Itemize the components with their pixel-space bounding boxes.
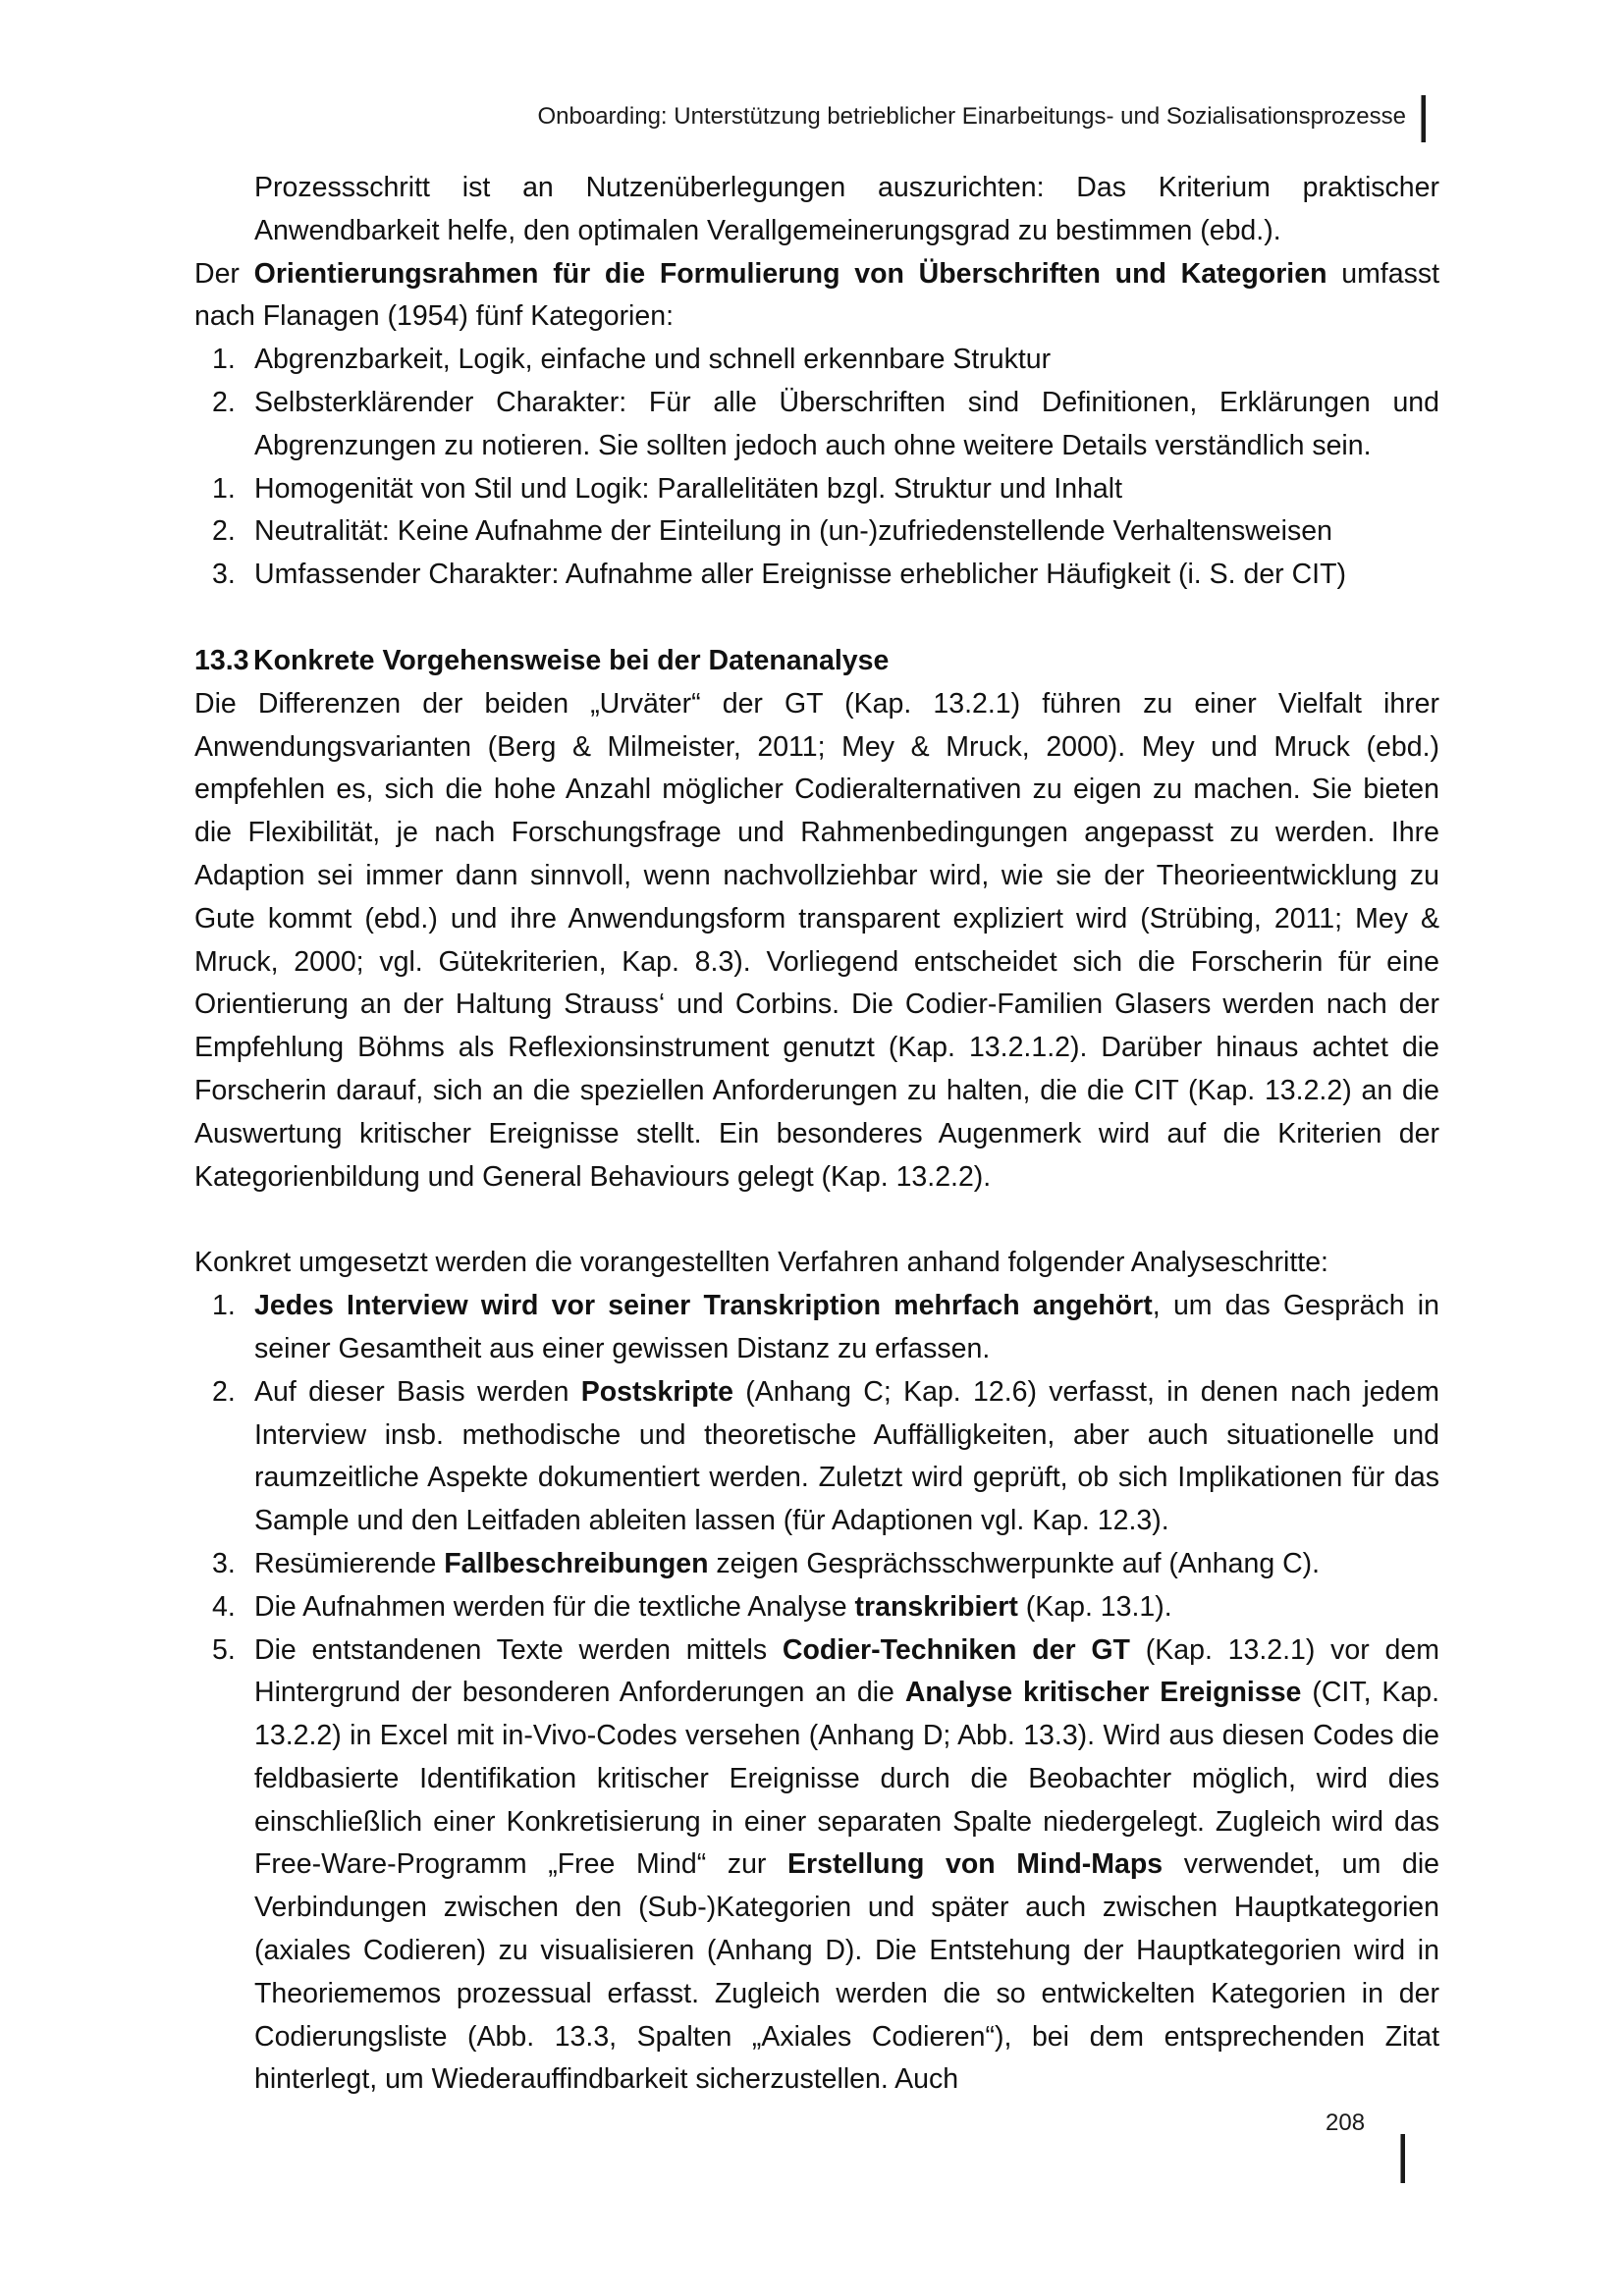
emphasized-term: Codier-Techniken der GT [782,1633,1130,1666]
analysis-step [194,1543,1439,1586]
section-number: 13.3 [194,644,249,676]
text-run: Auf dieser Basis werden [254,1375,581,1408]
emphasized-term: Fallbeschreibungen [444,1547,709,1579]
list-text [254,1629,1439,2103]
emphasized-term: transkribiert [854,1590,1018,1623]
text-run: Die Aufnahmen werden für die textliche Analyse [254,1590,855,1623]
emphasized-term: Jedes Interview wird vor seiner Transkription mehrfach angehört [254,1290,1153,1322]
analysis-step [194,1629,1439,2103]
list-text [254,1285,1439,1371]
list-number: 1. [212,344,236,376]
paragraph-gap [194,1199,1439,1242]
list-text: Neutralität: Keine Aufnahme der Einteilung in (un-)zufriedenstellende Verhaltensweisen [254,515,1332,548]
continuation-paragraph: Prozessschritt ist an Nutzenüberlegungen auszurichten: Das Kriterium praktischer Anwendbarkeit helfe, den optimalen Verallgemeinerungsgrad zu bestimmen (ebd.). [254,172,1439,246]
list-text: Selbsterklärender Charakter: Für alle Überschriften sind Definitionen, Erklärungen und Abgrenzungen zu notieren. Sie sollten jedoch auch ohne weitere Details verständlich sein. [254,386,1439,461]
list-number: 2. [212,1375,236,1408]
text-run: (CIT, Kap. 13.2.2) in Excel mit in-Vivo-Codes versehen (Anhang D; Abb. 13.3). Wird aus diesen Codes die feldbasierte Identifikation kritischer Ereignisse durch die Beobachter möglich, wird dies einschließlich einer Konkretisierung in einer separaten Spalte niedergelegt. Zugleich wird das Free-Ware-Programm „Free Mind“ zur [254,1677,1440,1881]
text-run: (Anhang C; Kap. 12.6) verfasst, in denen nach jedem Interview insb. methodische und theoretische Auffälligkeiten, aber auch situationelle und raumzeitliche Aspekte dokumentiert werden. Zuletzt wird geprüft, ob sich Implikationen für das Sample und den Leitfaden ableiten lassen (für Adaptionen vgl. Kap. 12.3). [254,1375,1439,1537]
section-title: Konkrete Vorgehensweise bei der Datenanalyse [253,644,890,676]
list-number: 2. [212,386,236,418]
list-number: 3. [212,559,236,591]
section-heading [194,640,1439,683]
list-text [254,1586,1439,1629]
running-header: Onboarding: Unterstützung betrieblicher Einarbeitungs- und Sozialisationsprozesse [537,103,1406,130]
list-number: 4. [212,1590,236,1623]
footer-rule [1400,2134,1405,2183]
page-number: 208 [1326,2109,1366,2136]
steps-intro: Konkret umgesetzt werden die vorangestellten Verfahren anhand folgender Analyseschritte: [194,1247,1328,1279]
list-number: 5. [212,1633,236,1666]
analysis-steps-list [194,1285,1439,2102]
criteria-list [194,339,1439,597]
text-run: Die entstandenen Texte werden mittels [254,1633,783,1666]
list-item [194,382,1439,468]
page-body [194,167,1439,2102]
list-text: Abgrenzbarkeit, Logik, einfache und schnell erkennbare Struktur [254,344,1052,376]
emphasized-term: Postskripte [580,1375,733,1408]
text-run: verwendet, um die Verbindungen zwischen den (Sub-)Kategorien und später auch zwischen Hauptkategorien (axiales Codieren) zu visualisieren (Anhang D). Die Entstehung der Hauptkategorien wird in Theoriememos prozessual erfasst. Zugleich werden die so entwickelten Kategorien in der Codierungsliste (Abb. 13.3, Spalten „Axiales Codieren“), bei dem entsprechenden Zitat hinterlegt, um Wiederauffindbarkeit sicherzustellen. Auch [254,1848,1439,2096]
analysis-step [194,1586,1439,1629]
emphasized-term: Analyse kritischer Ereignisse [904,1677,1302,1709]
list-text: Umfassender Charakter: Aufnahme aller Ereignisse erheblicher Häufigkeit (i. S. der CIT) [254,559,1346,591]
list-number: 3. [212,1547,236,1579]
list-text [254,1543,1439,1586]
list-item [194,339,1439,382]
text-run: (Kap. 13.1). [1017,1590,1172,1623]
list-text: Homogenität von Stil und Logik: Parallelitäten bzgl. Struktur und Inhalt [254,472,1123,505]
framework-bold-term: Orientierungsrahmen für die Formulierung von Überschriften und Kategorien [253,257,1327,290]
analysis-step [194,1285,1439,1371]
list-item [194,510,1439,554]
list-item [194,468,1439,511]
analysis-step [194,1371,1439,1543]
framework-prefix: Der [194,257,254,290]
text-run: Resümierende [254,1547,445,1579]
emphasized-term: Erstellung von Mind-Maps [787,1848,1164,1881]
list-item [194,554,1439,597]
header-rule [1421,95,1426,142]
list-number: 1. [212,472,236,505]
text-run: zeigen Gesprächsschwerpunkte auf (Anhang C). [708,1547,1321,1579]
text-run: , um das Gespräch in seiner Gesamtheit aus einer gewissen Distanz zu erfassen. [254,1290,1439,1364]
framework-paragraph [194,253,1439,340]
list-text [254,1371,1439,1543]
text-run: (Kap. 13.2.1) vor dem Hintergrund der besonderen Anforderungen an die [254,1633,1439,1709]
framework-suffix: umfasst nach Flanagen (1954) fünf Kategorien: [194,257,1439,333]
section-paragraph: Die Differenzen der beiden „Urväter“ der GT (Kap. 13.2.1) führen zu einer Vielfalt ihrer Anwendungsvarianten (Berg & Milmeister, 2011; Mey & Mruck, 2000). Mey und Mruck (ebd.) empfehlen es, sich die hohe Anzahl möglicher Codieralternativen zu eigen zu machen. Sie bieten die Flexibilität, je nach Forschungsfrage und Rahmenbedingungen angepasst zu werden. Ihre Adaption sei immer dann sinnvoll, wenn nachvollziehbar wird, wie sie der Theorieentwicklung zu Gute kommt (ebd.) und ihre Anwendungsform transparent expliziert wird (Strübing, 2011; Mey & Mruck, 2000; vgl. Gütekriterien, Kap. 8.3). Vorliegend entscheidet sich die Forscherin für eine Orientierung an der Haltung Strauss‘ und Corbins. Die Codier-Familien Glasers werden nach der Empfehlung Böhms als Reflexionsinstrument genutzt (Kap. 13.2.1.2). Darüber hinaus achtet die Forscherin darauf, sich an die speziellen Anforderungen zu halten, die die CIT (Kap. 13.2.2) an die Auswertung kritischer Ereignisse stellt. Ein besonderes Augenmerk wird auf die Kriterien der Kategorienbildung und General Behaviours gelegt (Kap. 13.2.2). [194,687,1439,1193]
list-number: 1. [212,1290,236,1322]
list-number: 2. [212,515,236,548]
